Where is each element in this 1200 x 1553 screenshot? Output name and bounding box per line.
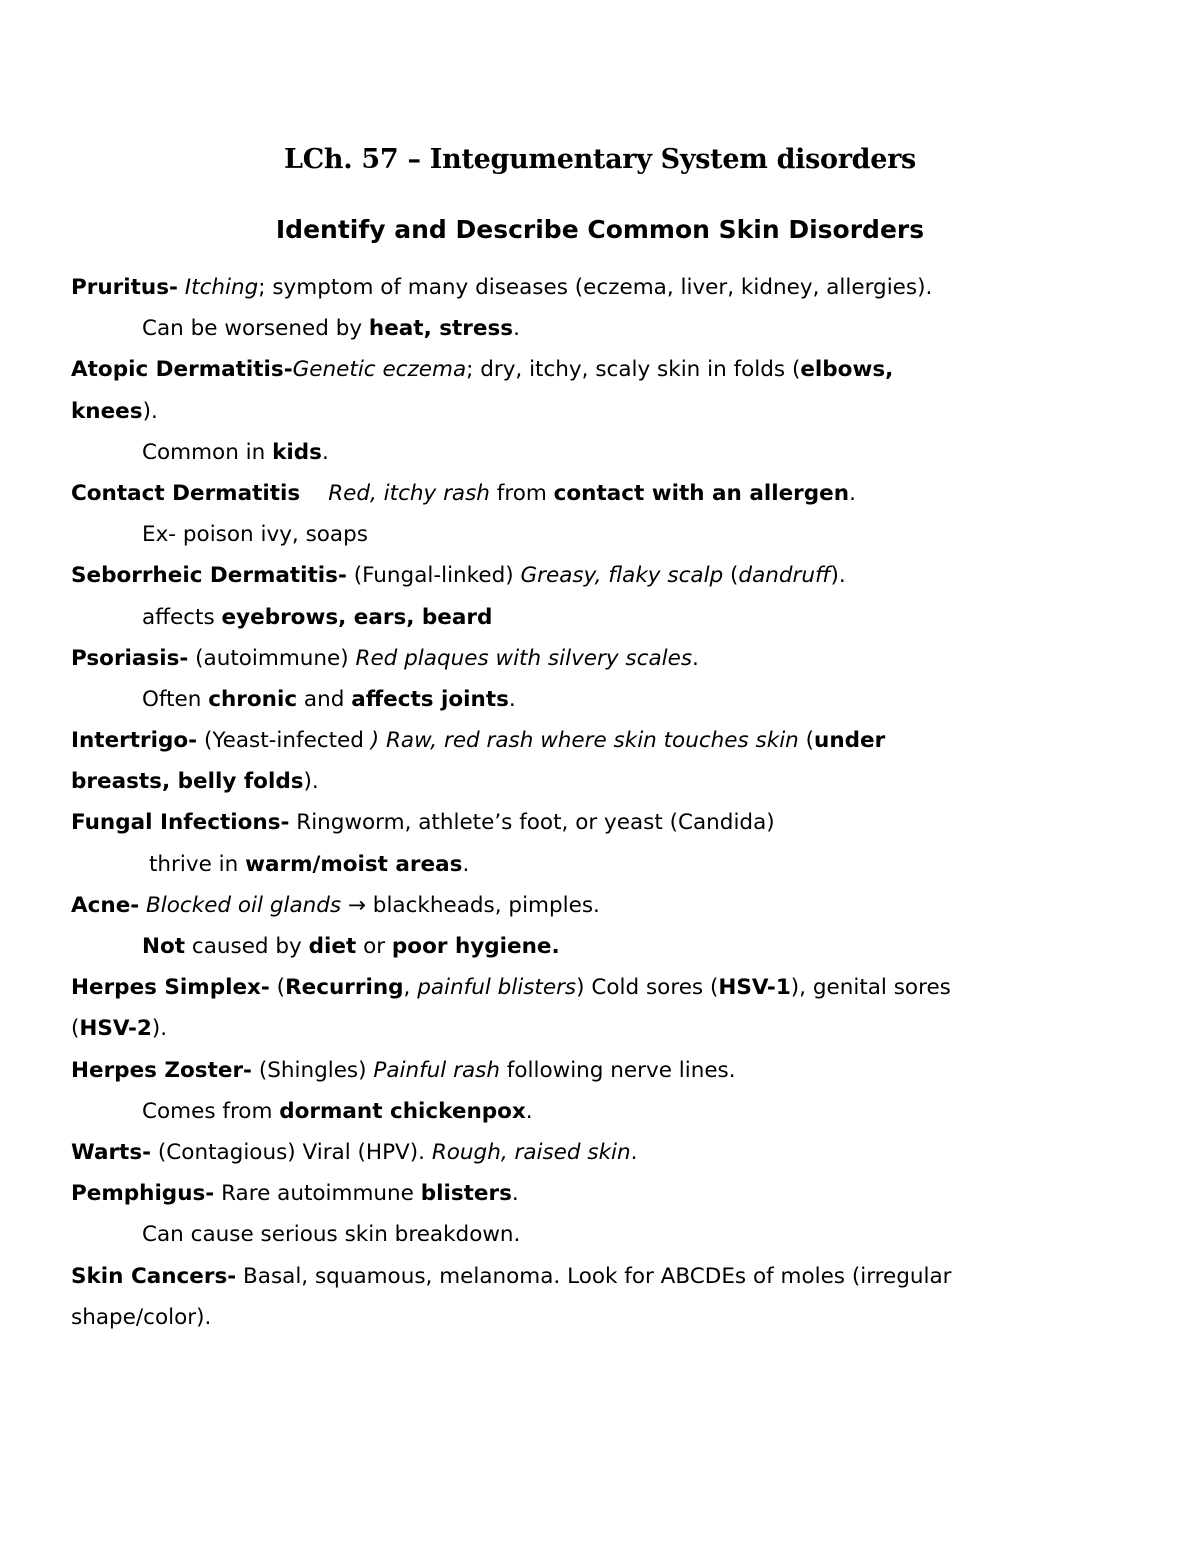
definition-italic: Genetic eczema [292, 357, 467, 383]
entry-intertrigo-cont [71, 761, 1071, 802]
definition-text: ). [830, 563, 846, 589]
definition-text: (Contagious) Viral (HPV). [151, 1139, 432, 1165]
entry-herpes-simplex-cont [71, 1008, 1071, 1049]
definition-text: ). [303, 769, 319, 795]
definition-bold: under [814, 728, 886, 754]
note-text: Comes from [142, 1098, 280, 1124]
entry-atopic-dermatitis [71, 349, 1071, 390]
term-warts: Warts- [71, 1139, 152, 1165]
document-subtitle: Identify and Describe Common Skin Disorders [275, 215, 925, 244]
entry-skin-cancers-cont: shape/color). [71, 1304, 212, 1330]
entry-psoriasis-note [71, 679, 1071, 720]
entry-pemphigus [71, 1173, 1071, 1214]
definition-text: ( [269, 975, 286, 1001]
note-text: . [462, 851, 470, 877]
note-bold: affects joints [351, 686, 509, 712]
entry-intertrigo [71, 720, 1071, 761]
definition-text: Ringworm, athlete’s foot, or yeast (Candida) [289, 810, 775, 836]
definition-text: (Fungal-linked) [346, 563, 521, 589]
entry-skin-cancers [71, 1256, 1071, 1297]
note-text: Often [142, 686, 209, 712]
entry-pemphigus-note: Can cause serious skin breakdown. [142, 1222, 521, 1248]
definition-text: from [489, 480, 554, 506]
definition-italic: Red plaques with silvery scales [355, 645, 693, 671]
term-atopic-dermatitis: Atopic Dermatitis- [71, 357, 293, 383]
note-bold: poor hygiene. [391, 934, 560, 959]
term-herpes-simplex: Herpes Simplex- [71, 975, 270, 1001]
definition-text: (Yeast-infected [197, 728, 371, 754]
definition-text: (autoimmune) [188, 645, 356, 671]
entry-herpes-zoster-note [71, 1091, 1071, 1132]
definition-text: ; symptom of many diseases (eczema, liver, kidney, allergies). [258, 275, 933, 300]
entry-acne [71, 885, 1071, 926]
definition-bold: knees [71, 398, 143, 424]
definition-text: (Shingles) [251, 1057, 374, 1083]
term-seborrheic-dermatitis: Seborrheic Dermatitis- [71, 563, 347, 589]
definition-text: , [403, 975, 418, 1001]
definition-italic: painful blisters [417, 975, 577, 1001]
definition-text: ). [151, 1016, 168, 1042]
definition-bold: Recurring [285, 975, 404, 1001]
definition-text: ( [723, 563, 739, 589]
note-bold: heat, stress [368, 316, 514, 342]
definition-text: . [511, 1181, 519, 1207]
definition-bold: contact with an allergen [553, 480, 850, 506]
entry-herpes-zoster [71, 1050, 1071, 1091]
definition-italic: Rough, raised skin [431, 1139, 631, 1165]
definition-italic: Painful rash [373, 1057, 500, 1083]
entry-contact-dermatitis [71, 473, 1071, 514]
entry-contact-dermatitis-note: Ex- poison ivy, soaps [142, 522, 368, 548]
term-pruritus: Pruritus- [71, 275, 178, 300]
term-fungal-infections: Fungal Infections- [71, 810, 290, 836]
note-text: . [513, 316, 520, 342]
term-pemphigus: Pemphigus- [71, 1181, 215, 1207]
note-text: Common in [142, 439, 273, 465]
term-herpes-zoster: Herpes Zoster- [71, 1057, 252, 1083]
definition-text: ( [71, 1016, 80, 1042]
definition-italic: dandruff [738, 563, 831, 589]
entry-pruritus-note [71, 308, 1071, 349]
entry-acne-note [71, 926, 1071, 967]
definition-italic: Greasy, flaky scalp [520, 563, 724, 589]
document-title: LCh. 57 – Integumentary System disorders [284, 144, 916, 175]
definition-text: ), genital sores [790, 975, 951, 1001]
note-bold: Not [142, 934, 186, 959]
entry-herpes-simplex [71, 967, 1071, 1008]
definition-text: → blackheads, pimples. [341, 892, 600, 918]
note-bold: eyebrows, ears, beard [221, 604, 493, 630]
note-text: Can be worsened by [142, 316, 369, 342]
note-bold: warm/moist areas [245, 851, 463, 877]
definition-text: following nerve lines. [499, 1057, 736, 1083]
term-skin-cancers: Skin Cancers- [71, 1263, 237, 1289]
definition-text: ; dry, itchy, scaly skin in folds ( [466, 357, 801, 383]
note-text: . [321, 439, 329, 465]
definition-text: Basal, squamous, melanoma. Look for ABCDEs of moles (irregular [236, 1263, 952, 1289]
definition-bold: elbows, [800, 357, 894, 383]
note-text: and [297, 686, 352, 712]
definition-text: ). [142, 398, 158, 424]
definition-bold: blisters [420, 1181, 512, 1207]
note-text: or [356, 934, 392, 959]
note-bold: chronic [208, 686, 298, 712]
note-text: affects [142, 604, 222, 630]
definition-text: ) Cold sores ( [576, 975, 719, 1001]
definition-text: . [692, 645, 699, 671]
entry-atopic-dermatitis-note [71, 432, 1071, 473]
term-acne: Acne- [71, 892, 140, 918]
definition-bold: HSV-1 [718, 975, 791, 1001]
note-text: . [525, 1098, 533, 1124]
note-text: . [508, 686, 516, 712]
entry-fungal-infections [71, 802, 1071, 843]
entry-psoriasis [71, 638, 1071, 679]
definition-italic: Blocked oil glands [146, 892, 342, 918]
definition-bold: HSV-2 [79, 1016, 152, 1042]
note-text: caused by [185, 934, 309, 959]
note-text: thrive in [149, 851, 246, 877]
note-bold: kids [272, 439, 322, 465]
note-bold: diet [308, 934, 357, 959]
definition-text: ( [798, 728, 815, 754]
definition-italic: ) Raw, red rash where skin touches skin [370, 728, 799, 754]
term-contact-dermatitis: Contact Dermatitis [71, 480, 301, 506]
entry-warts [71, 1132, 1071, 1173]
entry-seborrheic-dermatitis-note [71, 597, 1071, 638]
definition-text: Rare autoimmune [214, 1181, 421, 1207]
entry-pruritus [71, 267, 1071, 308]
definition-bold: breasts, belly folds [71, 769, 304, 795]
definition-text: . [630, 1139, 638, 1165]
term-psoriasis: Psoriasis- [71, 645, 189, 671]
note-bold: dormant chickenpox [279, 1098, 526, 1124]
entry-seborrheic-dermatitis [71, 555, 1071, 596]
term-intertrigo: Intertrigo- [71, 728, 198, 754]
definition-text: . [849, 480, 856, 506]
definition-italic: Itching [184, 275, 259, 300]
definition-italic: Red, itchy rash [328, 480, 490, 506]
document-body [71, 267, 1071, 1338]
entry-fungal-infections-note [71, 844, 1071, 885]
entry-atopic-dermatitis-cont [71, 391, 1071, 432]
